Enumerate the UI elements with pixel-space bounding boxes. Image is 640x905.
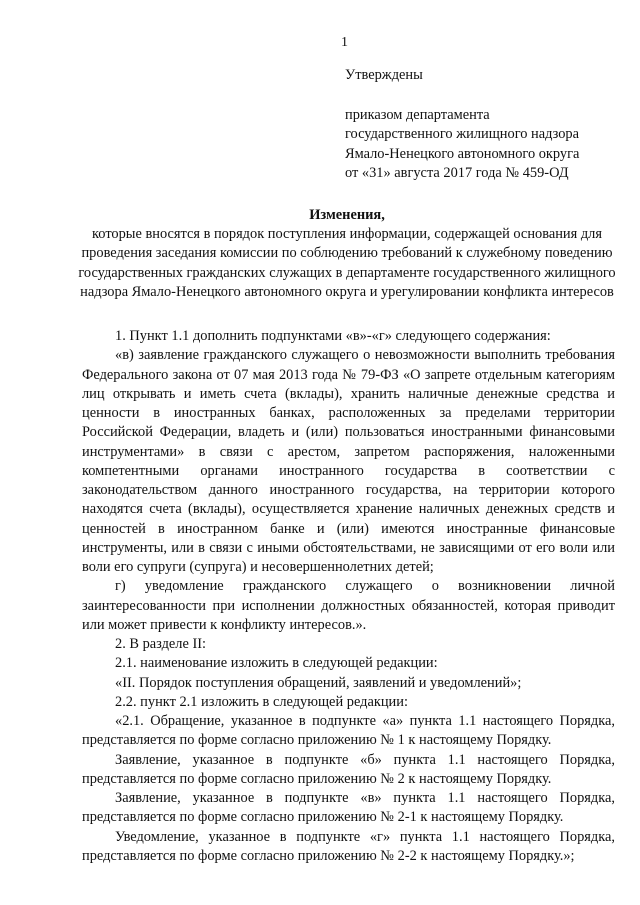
approval-heading: Утверждены	[345, 67, 423, 83]
body-paragraph: 1. Пункт 1.1 дополнить подпунктами «в»-«г» следующего содержания:	[115, 328, 551, 344]
body-paragraph: «II. Порядок поступления обращений, заявлений и уведомлений»;	[115, 674, 522, 691]
approval-line: Ямало-Ненецкого автономного округа	[345, 145, 580, 162]
body-paragraph: 2. В разделе II:	[115, 636, 207, 652]
body-paragraph: Уведомление, указанное в подпункте «г» пункта 1.1 настоящего Порядка, представляется по форме согласно приложению № 2-2 к настоящему Порядку.»;	[82, 828, 615, 864]
document-subtitle: которые вносятся в порядок поступления информации, содержащей основания для проведения заседания комиссии по соблюдению требований к служебному поведению государственных гражданских служащих в департаменте государственного жилищного надзора Ямало-Ненецкого автономного округа и урегулировании конфликта интересов	[78, 226, 616, 300]
body-paragraph: Заявление, указанное в подпункте «в» пункта 1.1 настоящего Порядка, представляется по форме согласно приложению № 2-1 к настоящему Порядку.	[82, 790, 615, 826]
document-heading	[74, 206, 620, 302]
body-paragraph: «2.1. Обращение, указанное в подпункте «а» пункта 1.1 настоящего Порядка, представляется по форме согласно приложению № 1 к настоящему Порядку.	[82, 713, 615, 749]
approval-line: от «31» августа 2017 года № 459-ОД	[345, 165, 569, 181]
document-body	[82, 327, 615, 866]
page-number: 1	[341, 35, 348, 50]
approval-line: приказом департамента	[345, 106, 490, 123]
approval-line: государственного жилищного надзора	[345, 126, 580, 142]
body-paragraph: Заявление, указанное в подпункте «б» пункта 1.1 настоящего Порядка, представляется по форме согласно приложению № 2 к настоящему Порядку.	[82, 751, 615, 787]
approval-block	[345, 66, 579, 184]
body-paragraph: г) уведомление гражданского служащего о возникновении личной заинтересованности при исполнении должностных обязанностей, которая приводит или может привести к конфликту интересов.».	[82, 578, 615, 633]
body-paragraph: 2.1. наименование изложить в следующей редакции:	[115, 655, 438, 672]
body-paragraph: «в) заявление гражданского служащего о невозможности выполнить требования Федерального закона от 07 мая 2013 года № 79-ФЗ «О запрете отдельным категориям лиц открывать и иметь счета (вклады), хранить наличные денежные средства и ценности в иностранных банках, расположенных за пределами территории Российской Федерации, владеть и (или) пользоваться иностранными финансовыми инструментами» в связи с арестом, запретом распоряжения, наложенными компетентными органами иностранного государства в соответствии с законодательством данного иностранного государства, на территории которого находятся счета (вклады), осуществляется хранение наличных денежных средств и ценностей в иностранном банке и (или) имеются иностранные финансовые инструменты, или в связи с иными обстоятельствами, не зависящими от его воли или воли его супруги (супруга) и несовершеннолетних детей;	[82, 347, 615, 575]
document-title: Изменения,	[309, 207, 385, 223]
body-paragraph: 2.2. пункт 2.1 изложить в следующей редакции:	[115, 693, 408, 710]
